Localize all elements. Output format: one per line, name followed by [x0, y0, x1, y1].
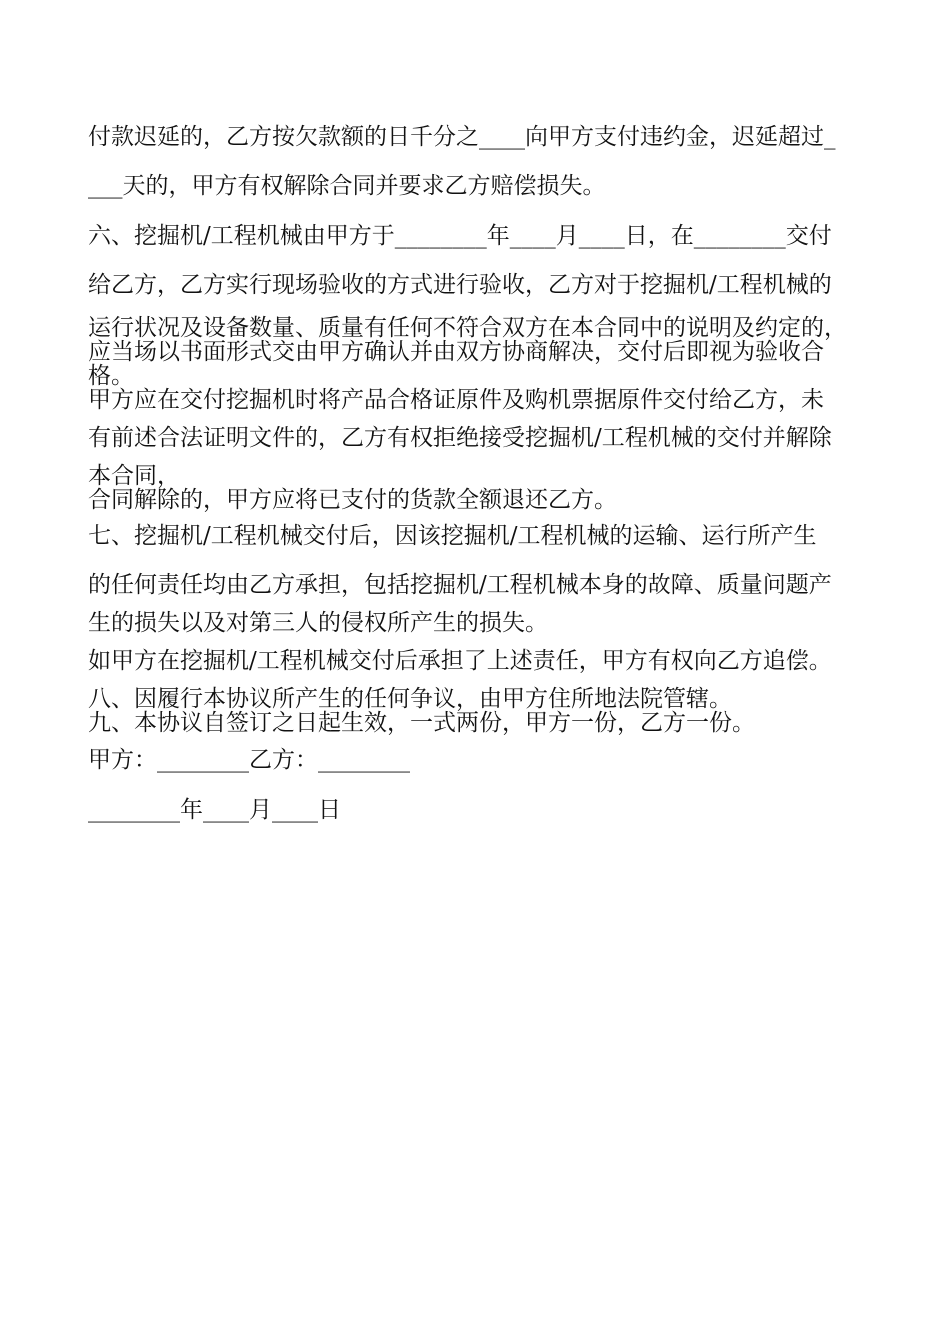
- certificate-paragraph-line-2: 有前述合法证明文件的，乙方有权拒绝接受挖掘机/工程机械的交付并解除: [88, 425, 832, 451]
- certificate-paragraph-line-1: 甲方应在交付挖掘机时将产品合格证原件及购机票据原件交付给乙方，未: [88, 387, 824, 413]
- clause-9-line: 九、本协议自签订之日起生效，一式两份，甲方一份，乙方一份。: [88, 710, 755, 736]
- clause-8-line: 八、因履行本协议所产生的任何争议，由甲方住所地法院管辖。: [88, 686, 732, 712]
- clause-7-line-3: 生的损失以及对第三人的侵权所产生的损失。: [88, 610, 548, 636]
- clause-5-penalty-line-2: ___天的，甲方有权解除合同并要求乙方赔偿损失。: [88, 173, 606, 199]
- clause-7-line-1: 七、挖掘机/工程机械交付后，因该挖掘机/工程机械的运输、运行所产生: [88, 523, 817, 549]
- certificate-paragraph-line-3: 本合同，: [88, 463, 180, 489]
- clause-6-line-1: 六、挖掘机/工程机械由甲方于________年____月____日，在________交付: [88, 223, 832, 249]
- clause-6-line-2: 给乙方，乙方实行现场验收的方式进行验收，乙方对于挖掘机/工程机械的: [88, 272, 832, 298]
- recourse-paragraph-line: 如甲方在挖掘机/工程机械交付后承担了上述责任，甲方有权向乙方追偿。: [88, 648, 832, 674]
- clause-5-penalty-line-1: 付款迟延的，乙方按欠款额的日千分之____向甲方支付违约金，迟延超过_: [88, 124, 836, 150]
- date-line: ________年____月____日: [88, 797, 341, 823]
- clause-6-line-4: 应当场以书面形式交由甲方确认并由双方协商解决，交付后即视为验收合: [88, 339, 824, 365]
- clause-6-line-5: 格。: [88, 363, 134, 389]
- clause-6-line-3: 运行状况及设备数量、质量有任何不符合双方在本合同中的说明及约定的，: [88, 315, 847, 341]
- clause-7-line-2: 的任何责任均由乙方承担，包括挖掘机/工程机械本身的故障、质量问题产: [88, 572, 832, 598]
- refund-paragraph-line: 合同解除的，甲方应将已支付的货款全额退还乙方。: [88, 487, 617, 513]
- signature-line: 甲方：________乙方：________: [88, 747, 410, 773]
